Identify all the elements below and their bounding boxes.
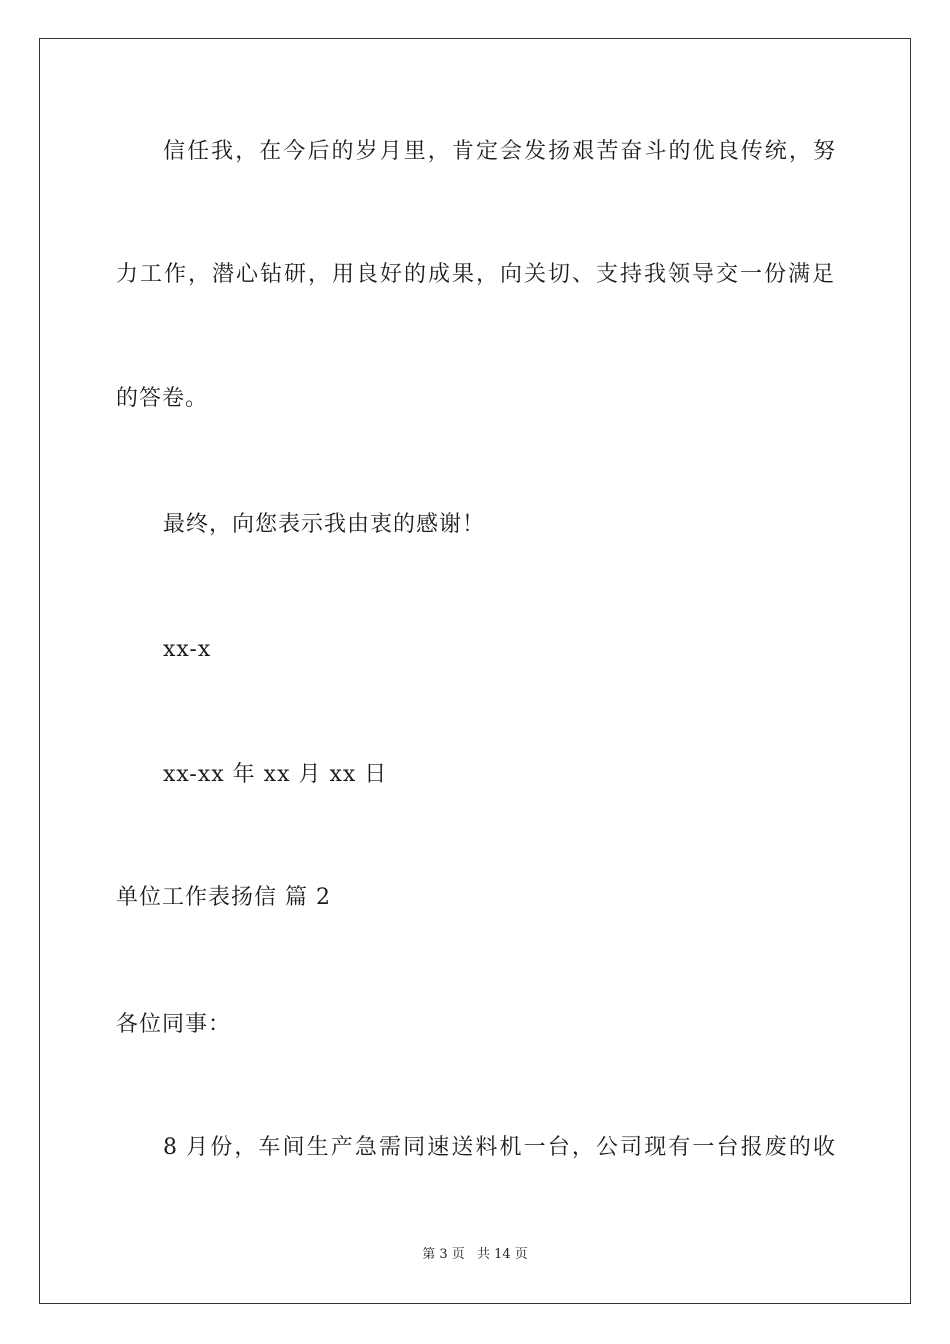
page-footer bbox=[0, 1246, 950, 1264]
section-heading: 单位工作表扬信 篇 2 bbox=[116, 885, 331, 910]
page-frame bbox=[39, 38, 911, 1304]
paragraph-line-1: 信任我，在今后的岁月里，肯定会发扬艰苦奋斗的优良传统，努 bbox=[163, 139, 835, 164]
salutation: 各位同事： bbox=[116, 1012, 232, 1037]
page-total: 共 14 页 bbox=[476, 1247, 528, 1262]
paragraph-line-9: 8 月份，车间生产急需同速送料机一台，公司现有一台报废的收 bbox=[163, 1135, 835, 1160]
signature-name: xx-x bbox=[163, 637, 212, 662]
signature-date: xx-xx 年 xx 月 xx 日 bbox=[163, 762, 388, 787]
paragraph-line-2: 力工作，潜心钻研，用良好的成果，向关切、支持我领导交一份满足 bbox=[116, 262, 834, 287]
closing-thanks: 最终，向您表示我由衷的感谢！ bbox=[163, 512, 486, 537]
page-number: 第 3 页 bbox=[422, 1247, 465, 1262]
paragraph-line-3: 的答卷。 bbox=[116, 386, 209, 411]
